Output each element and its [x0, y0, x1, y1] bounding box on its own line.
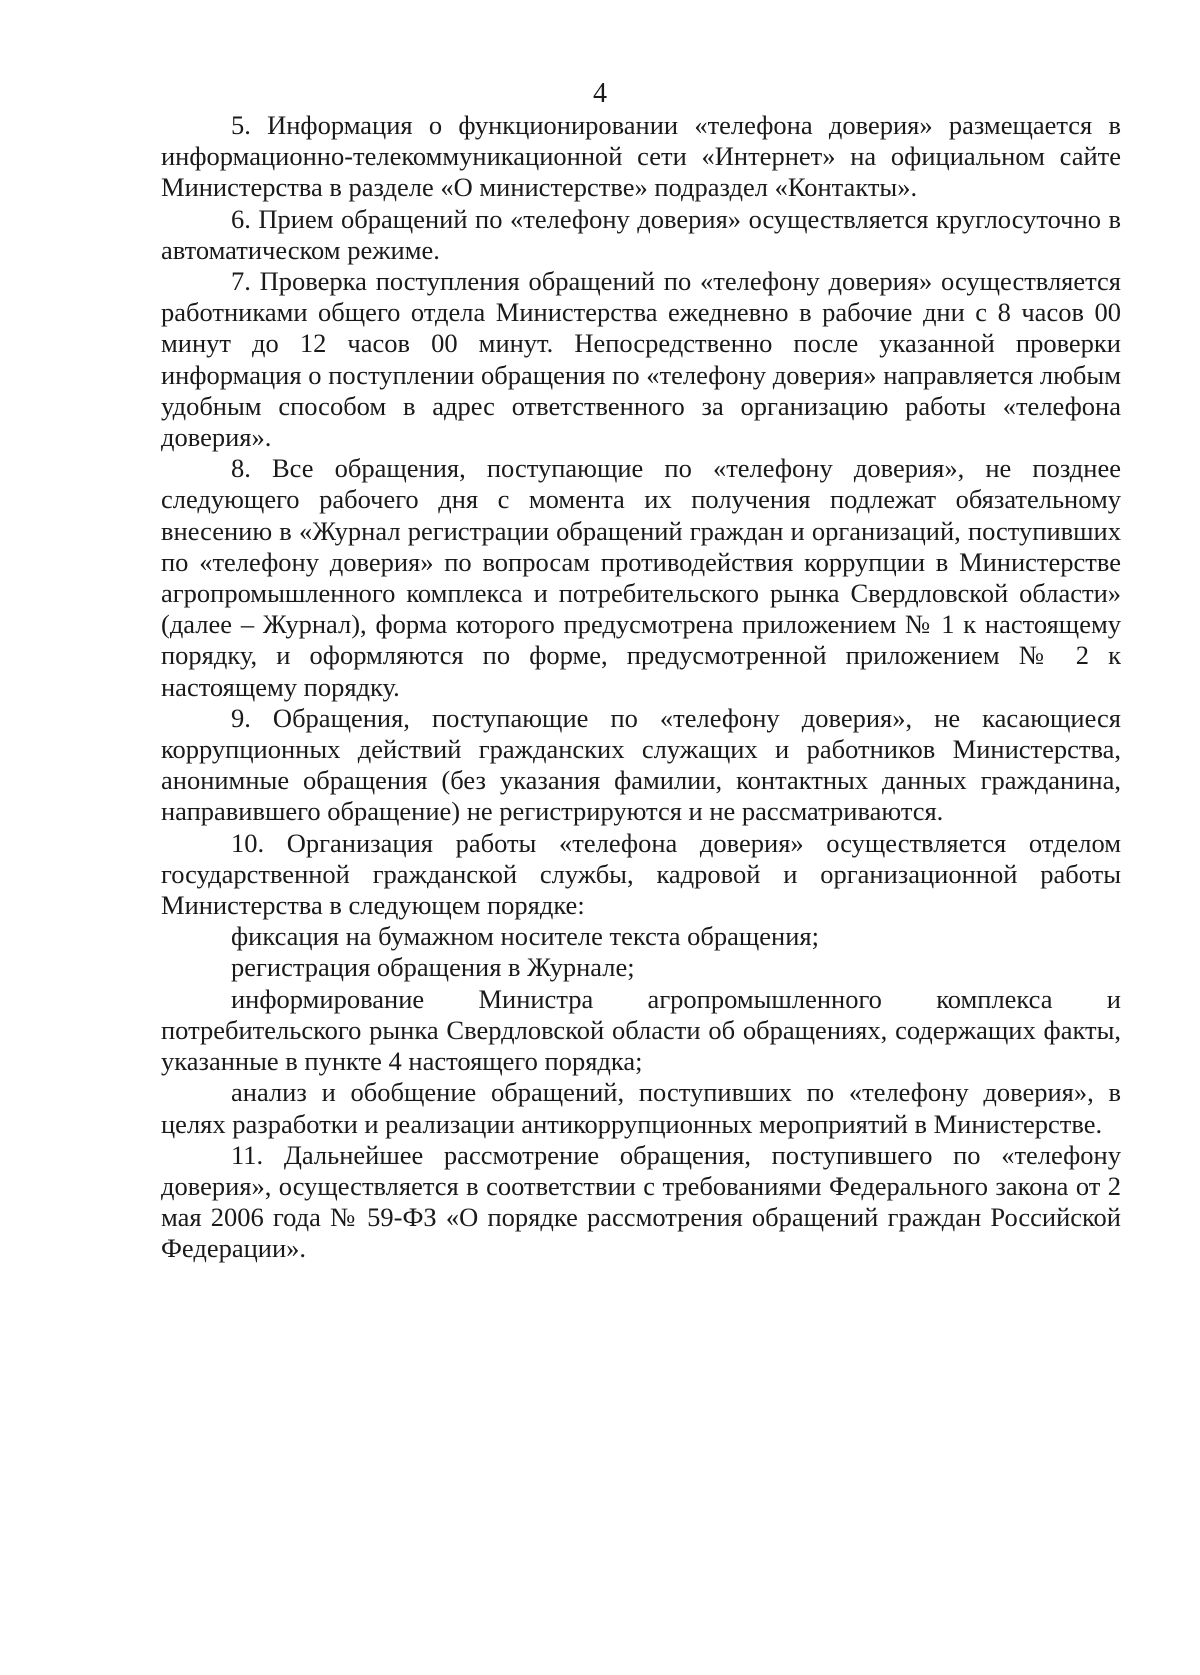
paragraph-item-5: 5. Информация о функционировании «телефона доверия» размещается в информационно-телекоммуникационной сети «Интернет» на официальном сайте Министерства в разделе «О министерстве» подраздел «Контакты». — [161, 110, 1121, 203]
page-number: 4 — [593, 78, 607, 109]
list-entry-analysis: анализ и обобщение обращений, поступивших по «телефону доверия», в целях разработки и реализации антикоррупционных мероприятий в Министерстве. — [161, 1077, 1121, 1139]
paragraph-item-11: 11. Дальнейшее рассмотрение обращения, поступившего по «телефону доверия», осуществляется в соответствии с требованиями Федерального закона от 2 мая 2006 года № 59-ФЗ «О порядке рассмотрения обращений граждан Российской Федерации». — [161, 1139, 1121, 1264]
paragraph-item-6: 6. Прием обращений по «телефону доверия» осуществляется круглосуточно в автоматическом режиме. — [161, 203, 1121, 265]
list-entry-registration: регистрация обращения в Журнале; — [231, 952, 635, 983]
paragraph-item-10: 10. Организация работы «телефона доверия» осуществляется отделом государственной гражданской службы, кадровой и организационной работы Министерства в следующем порядке: — [161, 827, 1121, 921]
document-body — [161, 110, 1121, 1265]
paragraph-item-8: 8. Все обращения, поступающие по «телефону доверия», не позднее следующего рабочего дня с момента их получения подлежат обязательному внесению в «Журнал регистрации обращений граждан и организаций, поступивших по «телефону доверия» по вопросам противодействия коррупции в Министерстве агропромышленного комплекса и потребительского рынка Свердловской области» (далее – Журнал), форма которого предусмотрена приложением № 1 к настоящему порядку, и оформляются по форме, предусмотренной приложением № 2 к настоящему порядку. — [161, 453, 1121, 702]
paragraph-item-7: 7. Проверка поступления обращений по «телефону доверия» осуществляется работниками общего отдела Министерства ежедневно в рабочие дни с 8 часов 00 минут до 12 часов 00 минут. Непосредственно после указанной проверки информация о поступлении обращения по «телефону доверия» направляется любым удобным способом в адрес ответственного за организацию работы «телефона доверия». — [161, 266, 1121, 453]
list-entry-informing: информирование Министра агропромышленного комплекса и потребительского рынка Свердловской области об обращениях, содержащих факты, указанные в пункте 4 настоящего порядка; — [161, 983, 1121, 1077]
list-entry-fixation: фиксация на бумажном носителе текста обращения; — [231, 921, 819, 952]
paragraph-item-9: 9. Обращения, поступающие по «телефону доверия», не касающиеся коррупционных действий гражданских служащих и работников Министерства, анонимные обращения (без указания фамилии, контактных данных гражданина, направившего обращение) не регистрируются и не рассматриваются. — [161, 702, 1121, 827]
